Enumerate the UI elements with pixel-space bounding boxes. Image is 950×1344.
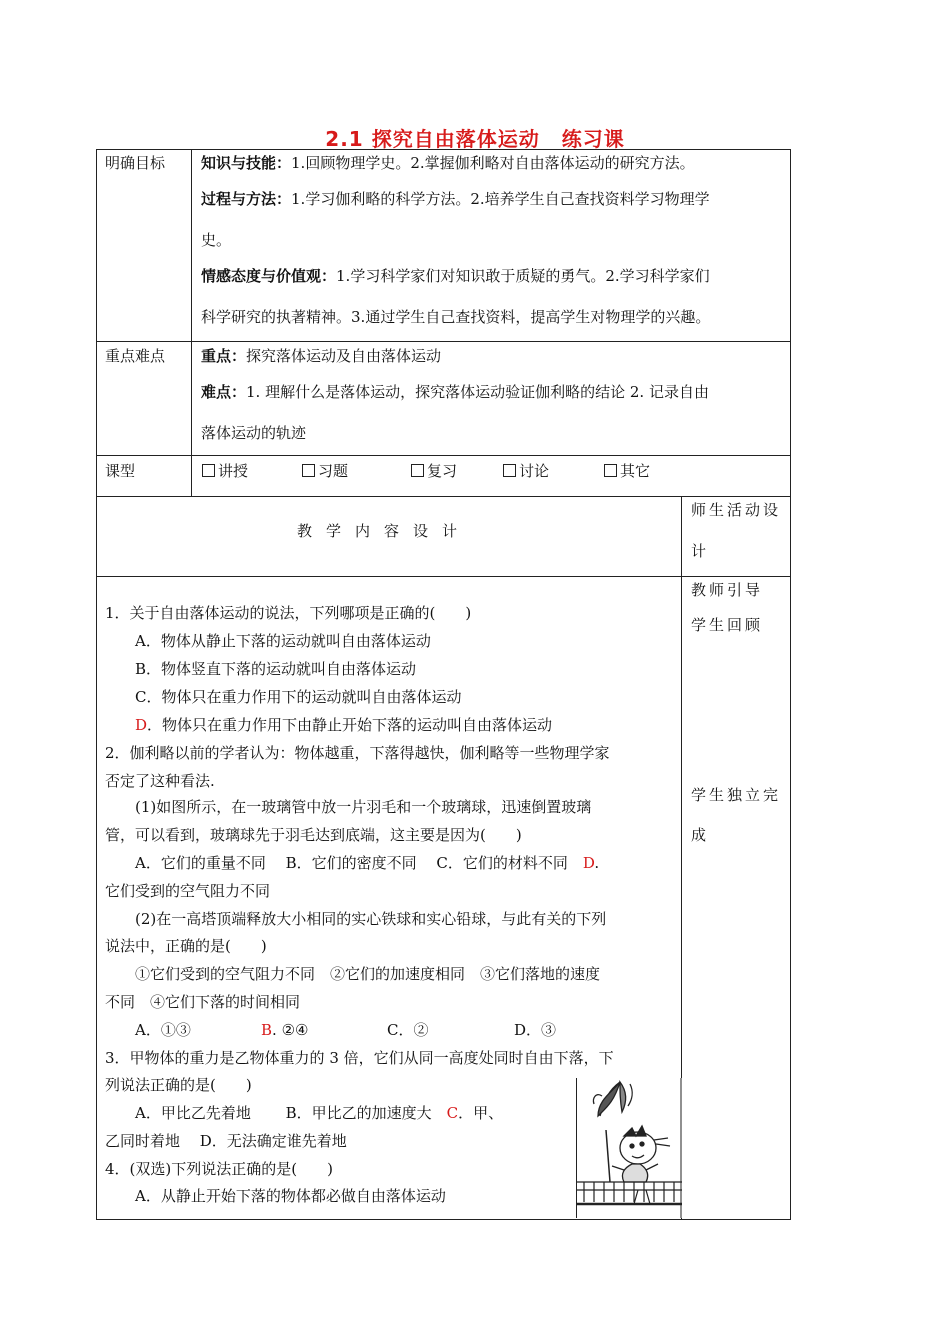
question-2-2-statements-1: ①它们受到的空气阻力不同 ②它们的加速度相同 ③它们落地的速度 [135, 965, 601, 983]
question-2-1-line2: 管，可以看到，玻璃球先于羽毛达到底端，这主要是因为( ) [105, 826, 522, 844]
goals-emotion [201, 266, 710, 286]
lesson-type-option-3[interactable] [411, 461, 457, 481]
question-2-1-line1: (1)如图所示，在一玻璃管中放一片羽毛和一个玻璃球，迅速倒置玻璃 [135, 798, 592, 816]
question-2-2-statements-2: 不同 ④它们下落的时间相同 [105, 993, 301, 1011]
option-label: 其它 [620, 462, 651, 480]
emotion-text: 1.学习科学家们对知识敢于质疑的勇气。2.学习科学家们 [336, 267, 710, 285]
question-2-2-line1: (2)在一高塔顶端释放大小相同的实心铁球和实心铅球，与此有关的下列 [135, 910, 607, 928]
question-2-2-option-d: D．③ [514, 1021, 557, 1039]
process-text: 1.学习伽利略的科学方法。2.培养学生自己查找资料学习物理学 [291, 190, 710, 208]
question-1: 1．关于自由落体运动的说法，下列哪项是正确的( ) [105, 604, 472, 622]
title-main: 探究自由落体运动 [371, 127, 540, 151]
question-2-2-option-a: A．①③ [135, 1021, 191, 1039]
knowledge-text: 1.回顾物理学史。2.掌握伽利略对自由落体运动的研究方法。 [291, 154, 695, 172]
question-2-line2: 否定了这种看法. [105, 772, 215, 790]
option-label: 讲授 [218, 462, 249, 480]
checkbox-icon[interactable] [503, 464, 516, 477]
side-note-teacher-guide: 教师引导 [691, 581, 764, 599]
knowledge-heading: 知识与技能： [201, 154, 292, 172]
key-heading: 重点： [201, 347, 247, 365]
question-3-line2: 列说法正确的是( ) [105, 1076, 252, 1094]
options-ab: A．甲比乙先着地 B．甲比乙的加速度大 [135, 1104, 447, 1122]
lesson-type-option-4[interactable] [503, 461, 549, 481]
question-2-2-option-b [261, 1020, 308, 1040]
option-label: 习题 [318, 462, 349, 480]
option-dot: . [594, 854, 600, 872]
question-4-option-a: A．从静止开始下落的物体都必做自由落体运动 [135, 1187, 446, 1205]
activity-header-line1: 师生活动设 [691, 501, 782, 519]
side-note-student-review: 学生回顾 [691, 616, 764, 634]
question-1-option-b: B．物体竖直下落的运动就叫自由落体运动 [135, 660, 417, 678]
info-row-divider-2 [96, 455, 791, 456]
info-row-divider-1 [96, 341, 791, 342]
lesson-type-option-1[interactable] [202, 461, 248, 481]
question-2-2-option-c: C．② [387, 1021, 429, 1039]
checkbox-icon[interactable] [202, 464, 215, 477]
illustration [576, 1078, 682, 1218]
option-text: ．物体只在重力作用下由静止开始下落的运动叫自由落体运动 [147, 716, 553, 734]
question-3-line1: 3．甲物体的重力是乙物体重力的 3 倍，它们从同一高度处同时自由下落，下 [105, 1049, 614, 1067]
activity-header-line2: 计 [691, 542, 707, 560]
question-1-option-c: C．物体只在重力作用下的运动就叫自由落体运动 [135, 688, 462, 706]
key-text: 探究落体运动及自由落体运动 [246, 347, 442, 365]
design-header-divider [96, 576, 791, 577]
answer-letter: D [582, 854, 595, 872]
question-1-option-d [135, 715, 552, 735]
emotion-heading: 情感态度与价值观： [201, 267, 337, 285]
answer-letter: C [446, 1104, 459, 1122]
options-abc: A．它们的重量不同 B．它们的密度不同 C．它们的材料不同 [135, 854, 583, 872]
diff-text: 1. 理解什么是落体运动，探究落体运动验证伽利略的结论 2. 记录自由 [246, 383, 709, 401]
question-3-options [135, 1103, 503, 1123]
question-2-line1: 2．伽利略以前的学者认为：物体越重，下落得越快，伽利略等一些物理学家 [105, 744, 610, 762]
checkbox-icon[interactable] [411, 464, 424, 477]
keypoints-diff-cont: 落体运动的轨迹 [201, 424, 307, 442]
lesson-type-option-2[interactable] [302, 461, 348, 481]
diff-heading: 难点： [201, 383, 247, 401]
option-text: ．甲、 [458, 1104, 504, 1122]
question-3-line4: 乙同时着地 D．无法确定谁先着地 [105, 1132, 347, 1150]
process-heading: 过程与方法： [201, 190, 292, 208]
side-note-independent: 学生独立完 [691, 786, 782, 804]
goals-process [201, 189, 710, 209]
goals-label: 明确目标 [105, 154, 166, 172]
page-title [0, 123, 950, 152]
title-sub: 练习课 [561, 127, 625, 151]
design-header: 教学内容设计 [297, 522, 472, 540]
question-2-2-line2: 说法中，正确的是( ) [105, 937, 267, 955]
question-2-1-option-d: 它们受到的空气阻力不同 [105, 882, 271, 900]
keypoints-key [201, 346, 441, 366]
goals-process-cont: 史。 [201, 231, 232, 249]
option-text: . ②④ [272, 1021, 309, 1039]
side-note-complete: 成 [691, 826, 707, 844]
question-1-option-a: A．物体从静止下落的运动就叫自由落体运动 [135, 632, 431, 650]
keypoints-diff [201, 382, 709, 402]
answer-letter: D [135, 716, 148, 734]
checkbox-icon[interactable] [604, 464, 617, 477]
checkbox-icon[interactable] [302, 464, 315, 477]
info-table-divider [191, 149, 192, 497]
title-number: 2.1 [325, 127, 364, 151]
lesson-type-label: 课型 [105, 462, 136, 480]
goals-knowledge [201, 153, 695, 173]
question-4: 4．(双选)下列说法正确的是( ) [105, 1160, 333, 1178]
option-label: 复习 [427, 462, 458, 480]
lesson-type-option-5[interactable] [604, 461, 650, 481]
answer-letter: B [261, 1021, 273, 1039]
option-label: 讨论 [519, 462, 550, 480]
keypoints-label: 重点难点 [105, 347, 166, 365]
question-2-1-options [135, 853, 599, 873]
goals-emotion-cont: 科学研究的执著精神。3.通过学生自己查找资料，提高学生对物理学的兴趣。 [201, 308, 711, 326]
